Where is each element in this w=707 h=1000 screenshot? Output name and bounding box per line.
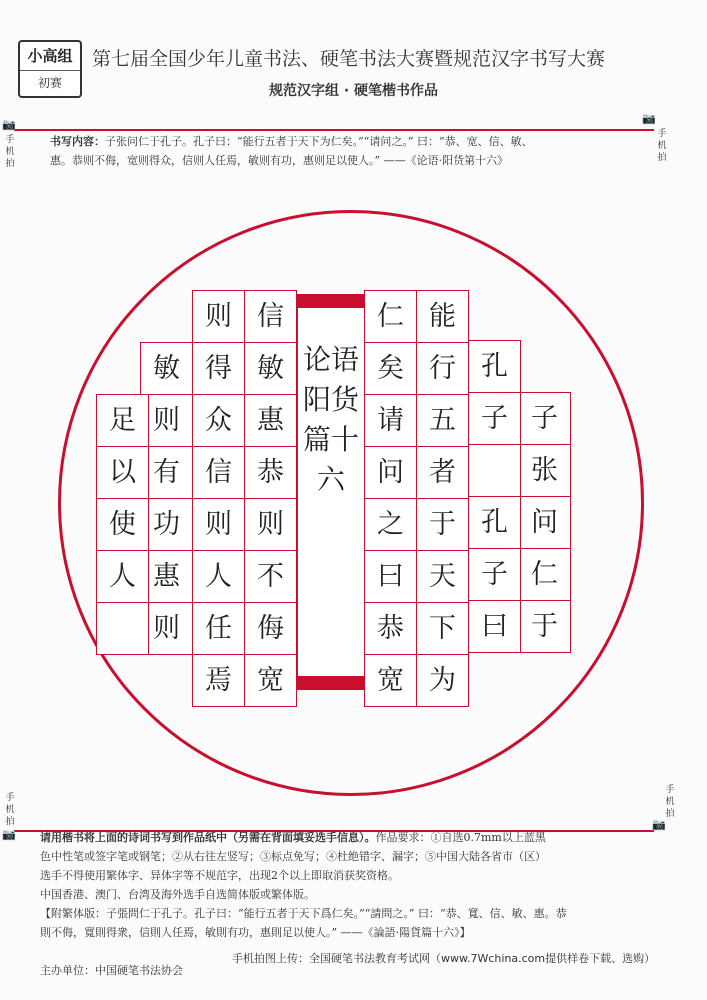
grid-cell-right-3-4: 之 [364, 498, 417, 551]
page-title: 第七届全国少年儿童书法、硬笔书法大赛暨规范汉字书写大赛 [92, 48, 606, 70]
grid-cell-left-0-3: 恭 [244, 446, 297, 499]
grid-cell-left-3-2: 使 [96, 498, 149, 551]
camera-icon: 📷 [642, 112, 656, 125]
grid-cell-left-0-4: 则 [244, 498, 297, 551]
grid-cell-left-0-1: 敏 [244, 342, 297, 395]
grid-cell-left-2-4: 惠 [140, 550, 193, 603]
grid-cell-right-1-1: 子 [468, 392, 521, 445]
side-label-left-top: 手机拍 [5, 135, 15, 169]
side-label-left-bottom: 手机拍 [5, 793, 15, 827]
grid-cell-right-2-2: 五 [416, 394, 469, 447]
grid-cell-right-2-7: 为 [416, 654, 469, 707]
grid-cell-right-2-0: 能 [416, 290, 469, 343]
grid-cell-right-1-0: 孔 [468, 340, 521, 393]
side-label-right-bottom: 手机拍 [665, 785, 675, 819]
grid-cell-left-3-1: 以 [96, 446, 149, 499]
grid-cell-right-0-4: 于 [518, 600, 571, 653]
writing-content [50, 132, 640, 170]
grid-cell-left-2-3: 功 [140, 498, 193, 551]
requirements-line-1: 作品要求：①自选0.7mm以上蓝黑 [375, 831, 546, 844]
grid-cell-right-1-5: 曰 [468, 600, 521, 653]
grid-cell-left-0-0: 信 [244, 290, 297, 343]
grid-cell-right-3-7: 宽 [364, 654, 417, 707]
banner-cap-bottom [296, 676, 366, 690]
page-subtitle: 规范汉字组 · 硬笔楷书作品 [268, 83, 439, 99]
grid-cell-left-1-1: 得 [192, 342, 245, 395]
grid-cell-left-2-2: 有 [140, 446, 193, 499]
grid-cell-right-2-3: 者 [416, 446, 469, 499]
grid-cell-left-1-6: 任 [192, 602, 245, 655]
requirements-line-2: 色中性笔或签字笔或钢笔；②从右往左竖写；③标点免写；④杜绝错字、漏字；⑤中国大陆各省市（区） [40, 850, 546, 863]
grid-cell-left-1-5: 人 [192, 550, 245, 603]
grid-cell-right-3-6: 恭 [364, 602, 417, 655]
grid-cell-right-0-2: 问 [518, 496, 571, 549]
title-banner [296, 294, 366, 690]
requirements-line-6: 則不侮，寬則得衆，信則人任焉，敏則有功，惠則足以使人。” ——《論語·陽貨篇十六》】 [40, 926, 471, 939]
upload-info: 手机拍图上传：全国硬笔书法教育考试网（www.7Wchina.com提供样卷下载、选购） [232, 952, 656, 965]
grid-cell-right-1-2 [468, 444, 521, 497]
grid-cell-right-3-0: 仁 [364, 290, 417, 343]
grid-cell-right-2-1: 行 [416, 342, 469, 395]
content-line-2: 惠。恭则不侮，宽则得众，信则人任焉，敏则有功，惠则足以使人。” ——《论语·阳货第十六》 [50, 154, 509, 167]
group-name: 小高组 [20, 42, 80, 71]
grid-cell-right-1-4: 子 [468, 548, 521, 601]
grid-cell-right-3-5: 曰 [364, 550, 417, 603]
grid-cell-left-1-0: 则 [192, 290, 245, 343]
camera-icon: 📷 [2, 118, 16, 131]
grid-cell-left-3-4 [96, 602, 149, 655]
grid-cell-right-1-3: 孔 [468, 496, 521, 549]
grid-cell-left-2-5: 则 [140, 602, 193, 655]
grid-cell-right-2-6: 下 [416, 602, 469, 655]
grid-cell-right-3-1: 矣 [364, 342, 417, 395]
banner-title: 论语阳货篇十六 [302, 343, 359, 496]
grid-cell-right-2-5: 天 [416, 550, 469, 603]
grid-cell-right-2-4: 于 [416, 498, 469, 551]
grid-cell-left-1-4: 则 [192, 498, 245, 551]
requirements-label: 请用楷书将上面的诗词书写到作品纸中（另需在背面填妥选手信息）。 [40, 831, 376, 844]
requirements [40, 828, 660, 942]
grid-cell-left-2-0: 敏 [140, 342, 193, 395]
grid-cell-left-0-2: 惠 [244, 394, 297, 447]
grid-cell-left-0-6: 侮 [244, 602, 297, 655]
requirements-line-3: 选手不得使用繁体字、异体字等不规范字，出现2个以上即取消获奖资格。 [40, 869, 399, 882]
grid-cell-right-0-0: 子 [518, 392, 571, 445]
grid-cell-right-3-2: 请 [364, 394, 417, 447]
side-label-right-top: 手机拍 [657, 129, 667, 163]
grid-cell-left-0-7: 宽 [244, 654, 297, 707]
grid-cell-right-0-3: 仁 [518, 548, 571, 601]
top-border-line [14, 129, 654, 131]
camera-icon: 📷 [2, 828, 16, 841]
grid-cell-left-1-7: 焉 [192, 654, 245, 707]
camera-icon: 📷 [652, 818, 666, 831]
grid-cell-left-3-3: 人 [96, 550, 149, 603]
requirements-line-4: 中国香港、澳门、台湾及海外选手自选简体版或繁体版。 [40, 888, 315, 901]
grid-cell-left-2-1: 则 [140, 394, 193, 447]
grid-cell-left-0-5: 不 [244, 550, 297, 603]
grid-cell-left-1-3: 信 [192, 446, 245, 499]
grid-cell-right-0-1: 张 [518, 444, 571, 497]
content-line-1: 子张问仁于孔子。孔子曰：“能行五者于天下为仁矣。”“请问之。” 曰：“恭、宽、信、敏、 [105, 135, 533, 148]
round-name: 初赛 [37, 76, 62, 90]
content-label: 书写内容： [50, 135, 105, 148]
grid-cell-left-1-2: 众 [192, 394, 245, 447]
requirements-line-5: 【附繁体版：子張問仁于孔子。孔子曰：“能行五者于天下爲仁矣。”“請問之。” 曰：“恭、寬、信、敏、惠。恭 [40, 907, 567, 920]
grid-cell-left-3-0: 足 [96, 394, 149, 447]
banner-cap-top [296, 294, 366, 308]
grid-cell-right-3-3: 问 [364, 446, 417, 499]
organizer: 主办单位：中国硬笔书法协会 [40, 964, 183, 977]
